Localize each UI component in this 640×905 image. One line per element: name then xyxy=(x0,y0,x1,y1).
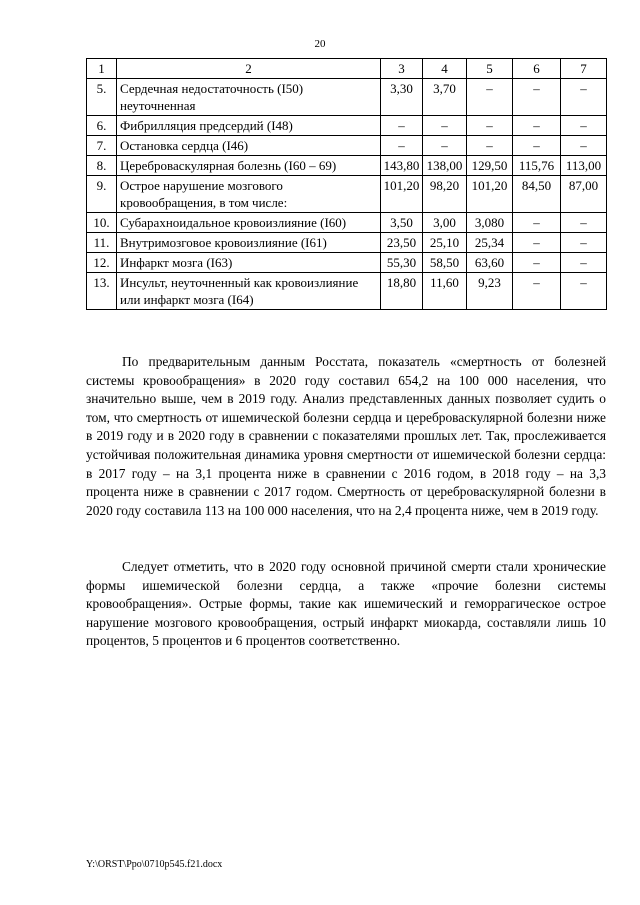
row-value: – xyxy=(561,136,607,156)
table-row xyxy=(87,273,607,310)
col-header: 5 xyxy=(467,59,513,79)
col-header: 3 xyxy=(381,59,423,79)
row-value: 25,34 xyxy=(467,233,513,253)
row-value: – xyxy=(561,213,607,233)
row-value: 115,76 xyxy=(513,156,561,176)
table-row xyxy=(87,176,607,213)
row-indicator-name: Внутримозговое кровоизлияние (I61) xyxy=(117,233,381,253)
row-value: – xyxy=(561,273,607,310)
row-value: 101,20 xyxy=(467,176,513,213)
row-value: 55,30 xyxy=(381,253,423,273)
row-value: 129,50 xyxy=(467,156,513,176)
table-row xyxy=(87,253,607,273)
row-number: 9. xyxy=(87,176,117,213)
table-row xyxy=(87,156,607,176)
paragraph: По предварительным данным Росстата, показатель «смертность от болезней системы кровообращения» в 2020 году составил 654,2 на 100 000 населения, что значительно выше, чем в 2019 году. Анализ представленных данных позволяет судить о том, что смертность от ишемической болезни сердца и цереброваскулярной болезни ниже в 2019 году и в 2020 году в сравнении с показателями прошлых лет. Так, прослеживается устойчивая положительная динамика уровня смертности от ишемической болезни сердца: в 2017 году – на 3,1 процента ниже в сравнении с 2016 годом, в 2018 году – на 3,3 процента ниже в сравнении с 2017 годом. Смертность от цереброваскулярной болезни в 2020 году составила 113 на 100 000 населения, что на 2,4 процента ниже, чем в 2019 году. xyxy=(86,354,606,518)
col-header: 2 xyxy=(117,59,381,79)
page-number: 20 xyxy=(314,38,326,50)
row-value: 84,50 xyxy=(513,176,561,213)
row-value: – xyxy=(513,253,561,273)
row-value: – xyxy=(423,116,467,136)
table-header-row xyxy=(87,59,607,79)
row-value: 23,50 xyxy=(381,233,423,253)
row-value: – xyxy=(561,79,607,116)
row-value: – xyxy=(423,136,467,156)
row-value: 3,080 xyxy=(467,213,513,233)
row-value: – xyxy=(513,136,561,156)
row-value: – xyxy=(561,253,607,273)
row-indicator-name: Остановка сердца (I46) xyxy=(117,136,381,156)
row-value: 87,00 xyxy=(561,176,607,213)
row-value: 101,20 xyxy=(381,176,423,213)
row-value: 113,00 xyxy=(561,156,607,176)
row-indicator-name: Субарахноидальное кровоизлияние (I60) xyxy=(117,213,381,233)
row-number: 12. xyxy=(87,253,117,273)
row-value: – xyxy=(513,79,561,116)
table-row xyxy=(87,136,607,156)
row-value: – xyxy=(513,213,561,233)
row-value: 3,70 xyxy=(423,79,467,116)
paragraph: Следует отметить, что в 2020 году основной причиной смерти стали хронические формы ишемической болезни сердца, а также «прочие болезни системы кровообращения». Острые формы, такие как ишемический и геморрагическое острое нарушение мозгового кровообращения, острый инфаркт миокарда, составляли лишь 10 процентов, 5 процентов и 6 процентов соответственно. xyxy=(86,559,606,649)
row-number: 8. xyxy=(87,156,117,176)
mortality-table xyxy=(86,58,607,310)
col-header: 7 xyxy=(561,59,607,79)
row-value: 11,60 xyxy=(423,273,467,310)
row-value: – xyxy=(561,116,607,136)
row-value: – xyxy=(467,116,513,136)
row-number: 5. xyxy=(87,79,117,116)
col-header: 6 xyxy=(513,59,561,79)
col-header: 4 xyxy=(423,59,467,79)
row-value: 18,80 xyxy=(381,273,423,310)
row-value: 3,30 xyxy=(381,79,423,116)
row-value: 9,23 xyxy=(467,273,513,310)
footer-file-path: Y:\ORST\Ppo\0710p545.f21.docx xyxy=(86,859,223,870)
row-indicator-name: Острое нарушение мозгового кровообращения, в том числе: xyxy=(117,176,381,213)
row-value: – xyxy=(513,116,561,136)
table-row xyxy=(87,79,607,116)
row-number: 13. xyxy=(87,273,117,310)
row-value: – xyxy=(513,233,561,253)
row-value: 58,50 xyxy=(423,253,467,273)
row-value: 3,50 xyxy=(381,213,423,233)
row-indicator-name: Инсульт, неуточненный как кровоизлияние или инфаркт мозга (I64) xyxy=(117,273,381,310)
row-number: 7. xyxy=(87,136,117,156)
row-value: 25,10 xyxy=(423,233,467,253)
row-number: 10. xyxy=(87,213,117,233)
table-row xyxy=(87,233,607,253)
row-value: – xyxy=(467,79,513,116)
row-number: 6. xyxy=(87,116,117,136)
row-value: – xyxy=(381,136,423,156)
row-value: 143,80 xyxy=(381,156,423,176)
row-indicator-name: Сердечная недостаточность (I50) неуточненная xyxy=(117,79,381,116)
row-indicator-name: Инфаркт мозга (I63) xyxy=(117,253,381,273)
row-value: 63,60 xyxy=(467,253,513,273)
row-value: – xyxy=(513,273,561,310)
col-header: 1 xyxy=(87,59,117,79)
row-value: 138,00 xyxy=(423,156,467,176)
table-row xyxy=(87,213,607,233)
row-value: – xyxy=(381,116,423,136)
row-value: 98,20 xyxy=(423,176,467,213)
row-value: – xyxy=(561,233,607,253)
table-row xyxy=(87,116,607,136)
row-indicator-name: Цереброваскулярная болезнь (I60 – 69) xyxy=(117,156,381,176)
row-indicator-name: Фибрилляция предсердий (I48) xyxy=(117,116,381,136)
row-value: – xyxy=(467,136,513,156)
row-number: 11. xyxy=(87,233,117,253)
row-value: 3,00 xyxy=(423,213,467,233)
